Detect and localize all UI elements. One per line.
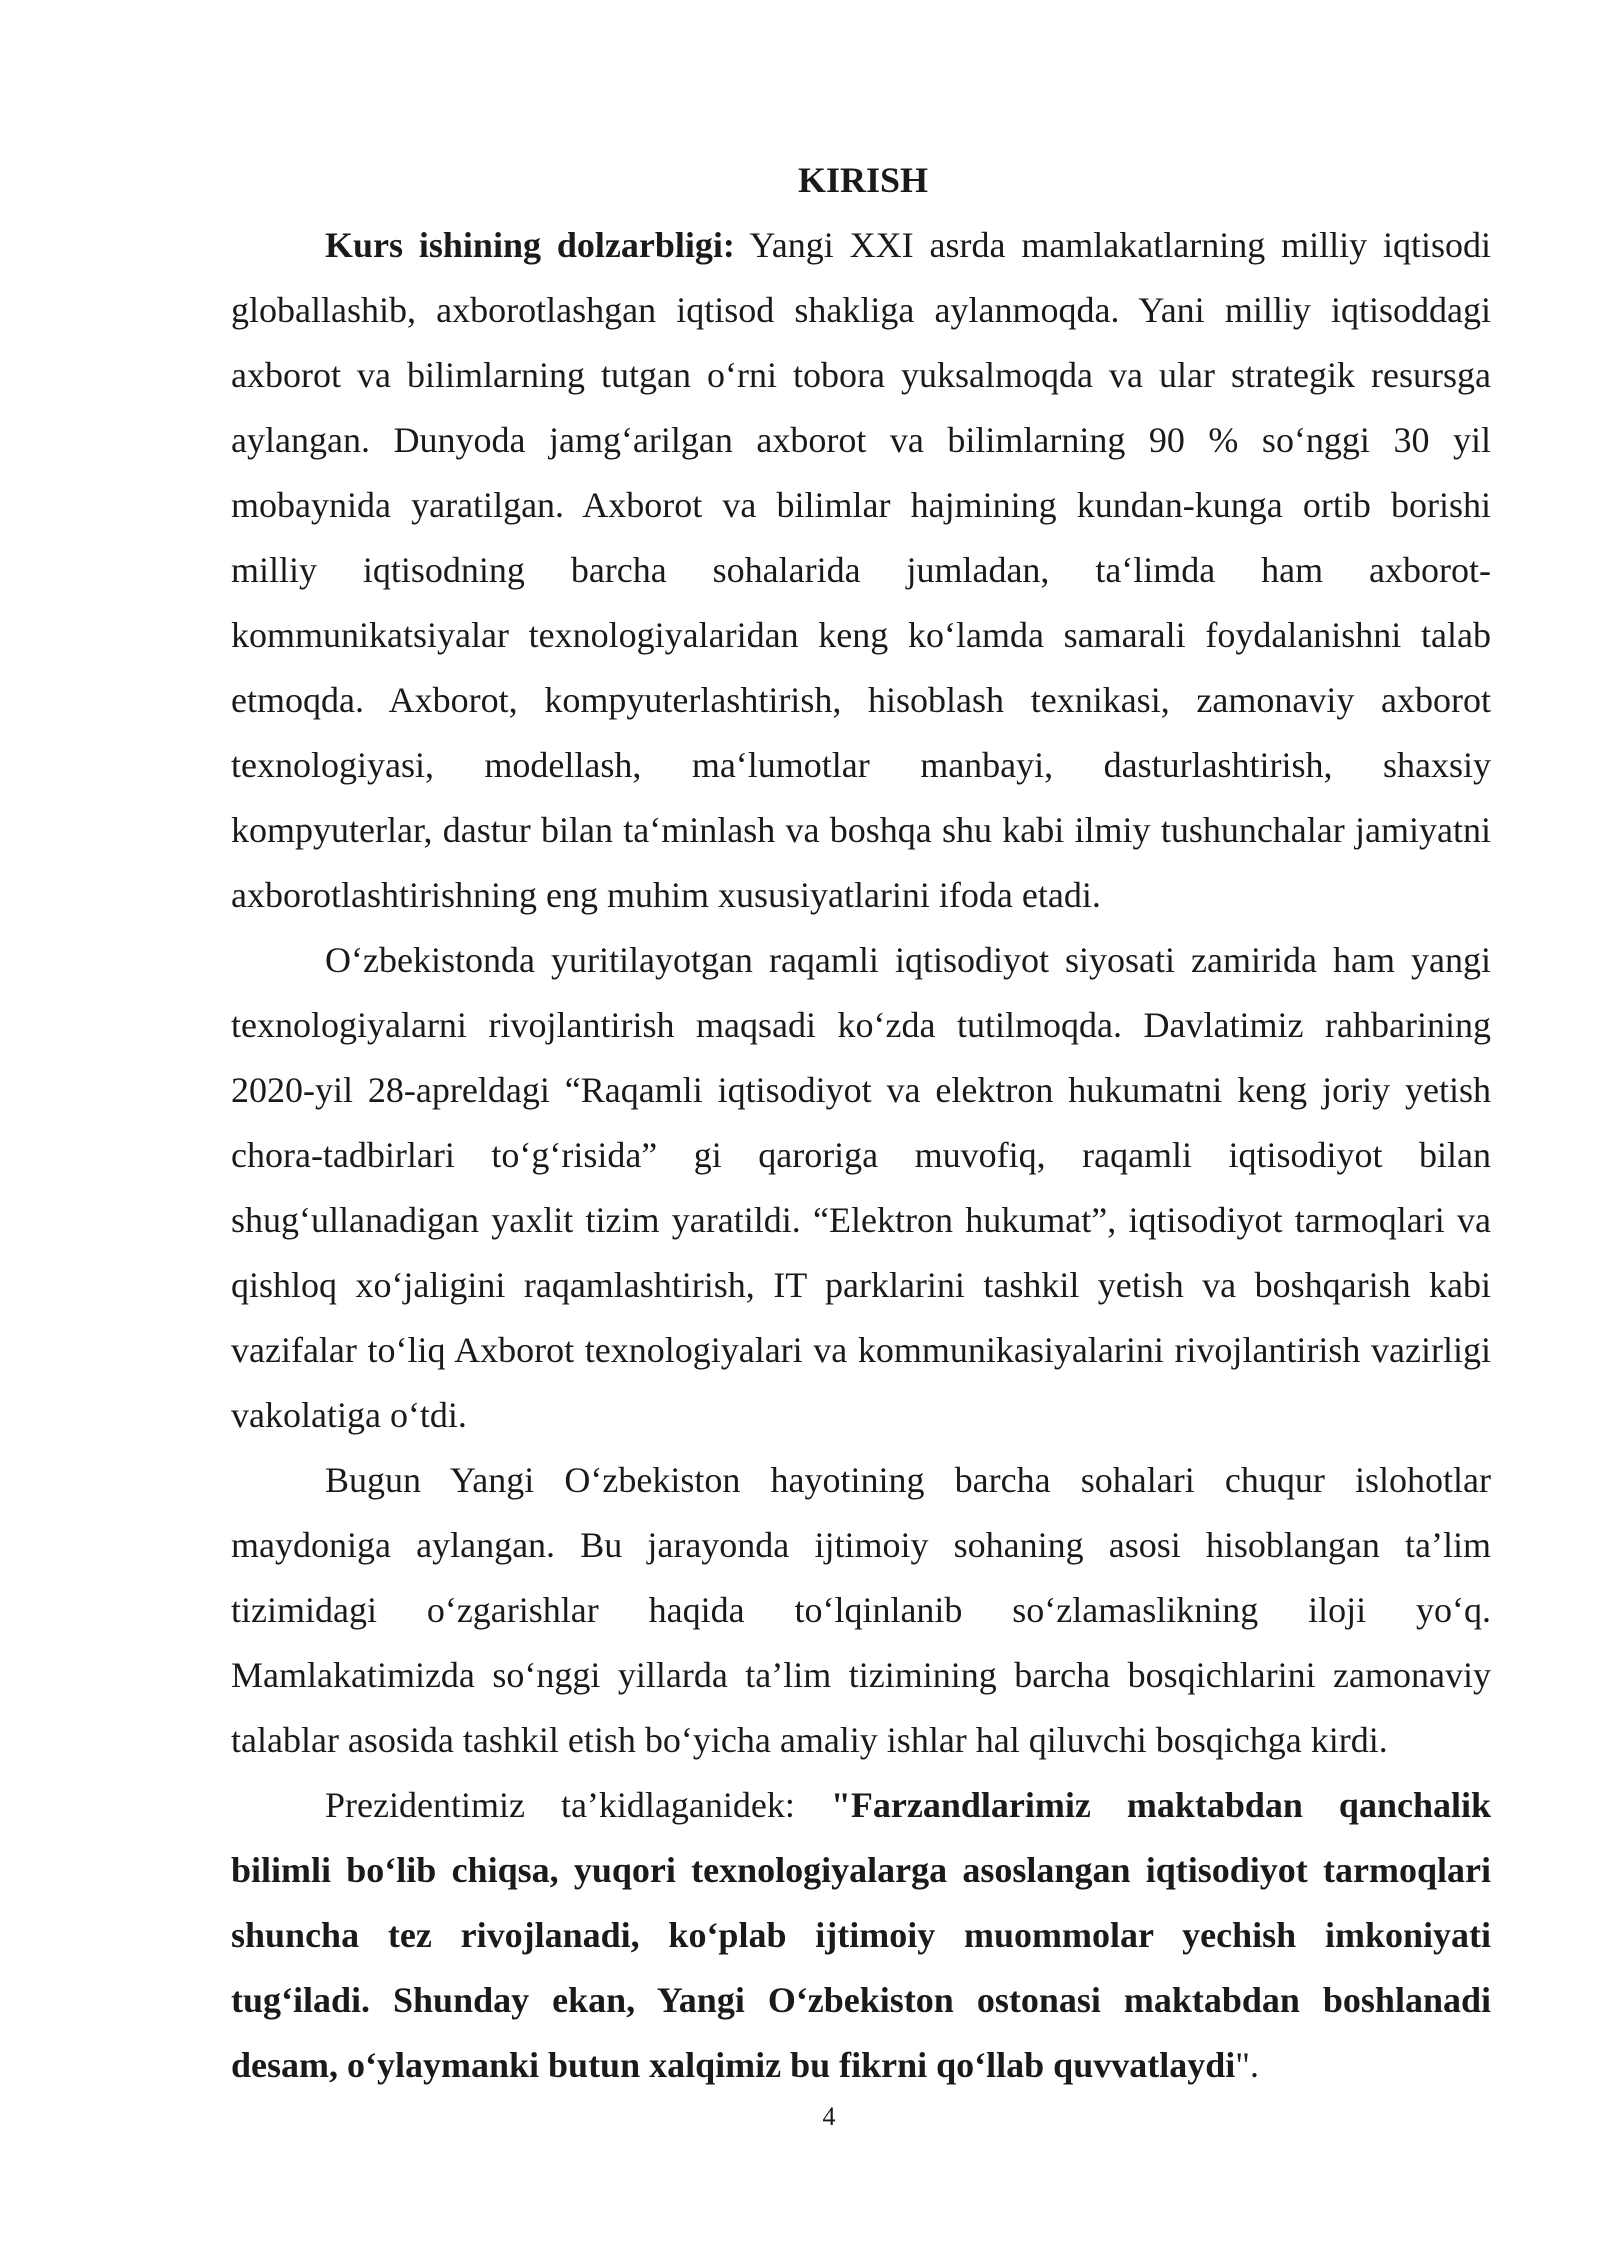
quote-text: "Farzandlarimiz maktabdan qanchalik bilimli bo‘lib chiqsa, yuqori texnologiyalarga asoslangan iqtisodiyot tarmoqlari shuncha tez rivojlanadi, ko‘plab ijtimoiy muommolar yechish imkoniyati tug‘iladi. Shunday ekan, Yangi O‘zbekiston ostonasi maktabdan boshlanadi desam, o‘ylaymanki butun xalqimiz bu fikrni qo‘llab quvvatlaydi bbox=[231, 1785, 1491, 2085]
paragraph-lead: Kurs ishining dolzarbligi: bbox=[325, 225, 735, 265]
paragraph-reforms bbox=[231, 1448, 1491, 1773]
page-number: 4 bbox=[822, 2102, 836, 2131]
paragraph-president-quote bbox=[231, 1773, 1491, 2098]
paragraph-text: O‘zbekistonda yuritilayotgan raqamli iqtisodiyot siyosati zamirida ham yangi texnologiyalarni rivojlantirish maqsadi ko‘zda tutilmoqda. Davlatimiz rahbarining 2020-yil 28-apreldagi “Raqamli iqtisodiyot va elektron hukumatni keng joriy yetish chora-tadbirlari to‘g‘risida” gi qaroriga muvofiq, raqamli iqtisodiyot bilan shug‘ullanadigan yaxlit tizim yaratildi. “Elektron hukumat”, iqtisodiyot tarmoqlari va qishloq xo‘jaligini raqamlashtirish, IT parklarini tashkil yetish va boshqarish kabi vazifalar to‘liq Axborot texnologiyalari va kommunikasiyalarini rivojlantirish vazirligi vakolatiga o‘tdi. bbox=[231, 940, 1491, 1435]
paragraph-digital-economy bbox=[231, 928, 1491, 1448]
paragraph-text: Yangi XXI asrda mamlakatlarning milliy iqtisodi globallashib, axborotlashgan iqtisod shakliga aylanmoqda. Yani milliy iqtisoddagi axborot va bilimlarning tutgan o‘rni tobora yuksalmoqda va ular strategik resursga aylangan. Dunyoda jamg‘arilgan axborot va bilimlarning 90 % so‘nggi 30 yil mobaynida yaratilgan. Axborot va bilimlar hajmining kundan-kunga ortib borishi milliy iqtisodning barcha sohalarida jumladan, ta‘limda ham axborot-kommunikatsiyalar texnologiyalaridan keng ko‘lamda samarali foydalanishni talab etmoqda. Axborot, kompyuterlashtirish, hisoblash texnikasi, zamonaviy axborot texnologiyasi, modellash, ma‘lumotlar manbayi, dasturlashtirish, shaxsiy kompyuterlar, dastur bilan ta‘minlash va boshqa shu kabi ilmiy tushunchalar jamiyatni axborotlashtirishning eng muhim xususiyatlarini ifoda etadi. bbox=[231, 225, 1492, 915]
document-body bbox=[231, 148, 1491, 2098]
quote-intro: Prezidentimiz ta’kidlaganidek: bbox=[325, 1785, 831, 1825]
paragraph-text: Bugun Yangi O‘zbekiston hayotining barcha sohalari chuqur islohotlar maydoniga aylangan. Bu jarayonda ijtimoiy sohaning asosi hisoblangan ta’lim tizimidagi o‘zgarishlar haqida to‘lqinlanib so‘zlamaslikning iloji yo‘q. Mamlakatimizda so‘nggi yillarda ta’lim tizimining barcha bosqichlarini zamonaviy talablar asosida tashkil etish bo‘yicha amaliy ishlar hal qiluvchi bosqichga kirdi. bbox=[231, 1460, 1491, 1760]
section-title: KIRISH bbox=[797, 160, 929, 200]
quote-tail: ". bbox=[1235, 2045, 1259, 2085]
paragraph-relevance bbox=[231, 213, 1491, 928]
